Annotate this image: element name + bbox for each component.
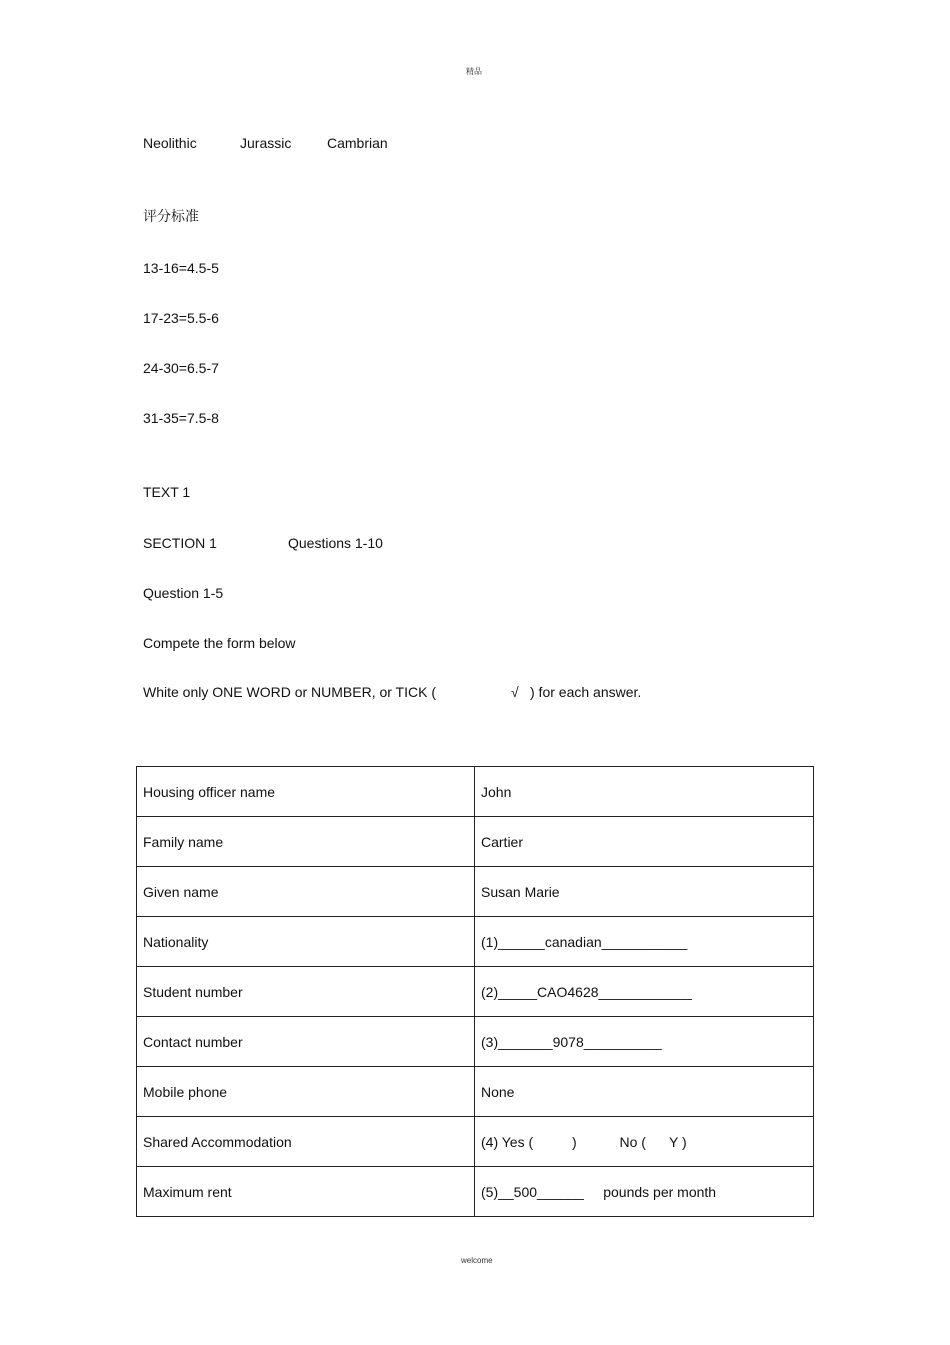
scoring-band: 13-16=4.5-5 [143, 260, 219, 276]
form-field-value: (3)_______9078__________ [475, 1017, 814, 1067]
text-title: TEXT 1 [143, 484, 191, 500]
instruction-word-limit: White only ONE WORD or NUMBER, or TICK ( [143, 684, 437, 700]
form-row [137, 1017, 814, 1067]
form-row [137, 1067, 814, 1117]
form-row [137, 1167, 814, 1217]
form-row [137, 767, 814, 817]
form-field-value: None [475, 1067, 814, 1117]
form-field-label: Given name [137, 867, 475, 917]
form-field-label: Shared Accommodation [137, 1117, 475, 1167]
footer-mark: welcome [461, 1256, 493, 1265]
form-field-value: (4) Yes ( ) No ( Y ) [475, 1117, 814, 1167]
scoring-title: 评分标准 [143, 209, 199, 225]
form-row [137, 967, 814, 1017]
form-field-value: (2)_____CAO4628____________ [475, 967, 814, 1017]
header-mark: 精品 [466, 67, 482, 76]
section-label: SECTION 1 [143, 535, 217, 551]
form-field-value: (1)______canadian___________ [475, 917, 814, 967]
form-field-label: Contact number [137, 1017, 475, 1067]
form-field-value: (5)__500______ pounds per month [475, 1167, 814, 1217]
era-neolithic: Neolithic [143, 135, 197, 151]
form-row [137, 1117, 814, 1167]
form-row [137, 817, 814, 867]
section-questions: Questions 1-10 [288, 535, 383, 551]
form-field-label: Nationality [137, 917, 475, 967]
era-cambrian: Cambrian [327, 135, 388, 151]
question-range: Question 1-5 [143, 585, 224, 601]
scoring-band: 24-30=6.5-7 [143, 360, 219, 376]
form-row [137, 917, 814, 967]
form-field-label: Maximum rent [137, 1167, 475, 1217]
form-field-label: Housing officer name [137, 767, 475, 817]
form-field-value: Cartier [475, 817, 814, 867]
form-field-value: Susan Marie [475, 867, 814, 917]
form-field-label: Family name [137, 817, 475, 867]
form-field-label: Student number [137, 967, 475, 1017]
era-jurassic: Jurassic [240, 135, 292, 151]
scoring-band: 31-35=7.5-8 [143, 410, 219, 426]
instruction-word-limit-end: ) for each answer. [530, 684, 642, 700]
form-row [137, 867, 814, 917]
scoring-band: 17-23=5.5-6 [143, 310, 219, 326]
form-field-label: Mobile phone [137, 1067, 475, 1117]
housing-form-table [136, 766, 814, 1217]
tick-mark: √ [511, 684, 519, 700]
form-field-value: John [475, 767, 814, 817]
instruction-complete-form: Compete the form below [143, 635, 296, 651]
